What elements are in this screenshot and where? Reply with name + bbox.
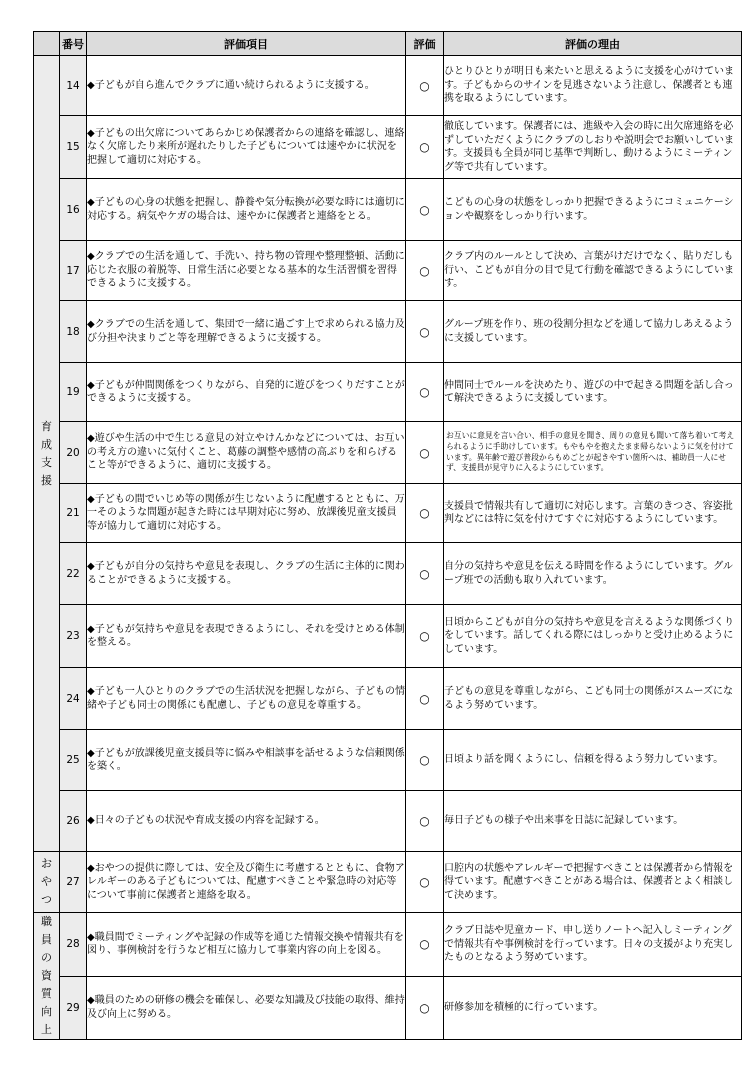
row-rating: ○ [406,730,444,791]
table-row [34,422,742,484]
row-number: 14 [60,56,87,116]
evaluation-table [33,31,742,1040]
row-number: 27 [60,852,87,913]
row-item: ◆子どもの間でいじめ等の関係が生じないように配慮するとともに、万一そのような問題が起きた時には早期対応に努め、放課後児童支援員等が協力して適切に対応する。 [87,484,406,543]
row-item: ◆子どもの出欠席についてあらかじめ保護者からの連絡を確認し、連絡なく欠席したり来所が遅れたりした子どもについては速やかに状況を把握して適切に対応する。 [87,116,406,179]
row-reason: 口腔内の状態やアレルギーで把握すべきことは保護者から情報を得ています。配慮すべきことがある場合は、保護者とよく相談して決めます。 [444,852,742,913]
table-row [34,241,742,301]
row-number: 26 [60,791,87,852]
row-rating: ○ [406,363,444,422]
row-item: ◆職員間でミーティングや記録の作成等を通じた情報交換や情報共有を図り、事例検討を行うなど相互に協力して事業内容の向上を図る。 [87,913,406,977]
row-number: 16 [60,179,87,241]
row-rating: ○ [406,913,444,977]
row-item: ◆おやつの提供に際しては、安全及び衛生に考慮するとともに、食物アレルギーのある子どもについては、配慮すべきことや緊急時の対応等について事前に保護者と連絡を取る。 [87,852,406,913]
header-number: 番号 [60,32,87,56]
table-row [34,852,742,913]
row-item: ◆遊びや生活の中で生じる意見の対立やけんかなどについては、お互いの考え方の違いに気付くこと、葛藤の調整や感情の高ぶりを和らげること等ができるように、適切に支援する。 [87,422,406,484]
table-row [34,484,742,543]
row-reason: 仲間同士でルールを決めたり、遊びの中で起きる問題を話し合って解決できるように支援しています。 [444,363,742,422]
row-number: 28 [60,913,87,977]
row-rating: ○ [406,241,444,301]
row-item: ◆子どもが自ら進んでクラブに通い続けられるように支援する。 [87,56,406,116]
row-reason: クラブ内のルールとして決め、言葉がけだけでなく、貼りだしも行い、こどもが自分の目で見て行動を確認できるようにしています。 [444,241,742,301]
table-row [34,56,742,116]
row-item: ◆職員のための研修の機会を確保し、必要な知識及び技能の取得、維持及び向上に努める。 [87,976,406,1040]
row-item: ◆子どもが気持ちや意見を表現できるようにし、それを受けとめる体制を整える。 [87,605,406,668]
row-number: 21 [60,484,87,543]
row-number: 23 [60,605,87,668]
table-row [34,730,742,791]
row-number: 18 [60,301,87,363]
row-item: ◆日々の子どもの状況や育成支援の内容を記録する。 [87,791,406,852]
row-item: ◆子どもが仲間関係をつくりながら、自発的に遊びをつくりだすことができるように支援する。 [87,363,406,422]
row-item: ◆子どもが自分の気持ちや意見を表現し、クラブの生活に主体的に関わることができるように支援する。 [87,543,406,605]
row-reason: グループ班を作り、班の役割分担などを通して協力しあえるように支援しています。 [444,301,742,363]
row-rating: ○ [406,668,444,730]
row-reason: 徹底しています。保護者には、進級や入会の時に出欠席連絡を必ずしていただくようにクラブのしおりや説明会でお願いしています。支援員も全員が同じ基準で判断し、動けるようにミーティング等で共有しています。 [444,116,742,179]
header-rating: 評価 [406,32,444,56]
row-reason: ひとりひとりが明日も来たいと思えるように支援を心がけています。子どもからのサインを見逃さないよう注意し、保護者とも連携を取るようにしています。 [444,56,742,116]
row-number: 29 [60,976,87,1040]
row-number: 20 [60,422,87,484]
row-number: 24 [60,668,87,730]
row-rating: ○ [406,484,444,543]
table-row [34,791,742,852]
row-reason: こどもの心身の状態をしっかり把握できるようにコミュニケーションや観察をしっかり行います。 [444,179,742,241]
row-number: 25 [60,730,87,791]
row-rating: ○ [406,852,444,913]
row-item: ◆クラブでの生活を通して、集団で一緒に過ごす上で求められる協力及び分担や決まりごと等を理解できるように支援する。 [87,301,406,363]
category-ikusei-shien: 育成支援 [34,56,60,852]
row-reason: 子どもの意見を尊重しながら、こども同士の関係がスムーズになるよう努めています。 [444,668,742,730]
row-rating: ○ [406,976,444,1040]
table-row [34,301,742,363]
row-rating: ○ [406,116,444,179]
header-row [34,32,742,56]
row-rating: ○ [406,56,444,116]
table-row [34,668,742,730]
table-row [34,976,742,1040]
table-row [34,363,742,422]
row-number: 19 [60,363,87,422]
row-reason: お互いに意見を言い合い、相手の意見を聞き、周りの意見も聞いて落ち着いて考えられるように手助けしています。もやもやを抱えたまま帰らないように気を付けています。異年齢で遊び普段からもめごとが起きやすい箇所へは、補助員一人にせず、支援員が見守りに入るようにしています。 [444,422,742,484]
row-rating: ○ [406,301,444,363]
table-row [34,543,742,605]
header-reason: 評価の理由 [444,32,742,56]
row-rating: ○ [406,791,444,852]
row-reason: 支援員で情報共有して適切に対応します。言葉のきつさ、容姿批判などには特に気を付けてすぐに対応するようにしています。 [444,484,742,543]
row-rating: ○ [406,422,444,484]
row-rating: ○ [406,179,444,241]
table-row [34,913,742,977]
row-reason: クラブ日誌や児童カード、申し送りノートへ記入しミーティングで情報共有や事例検討を行っています。日々の支援がより充実したものとなるよう努めています。 [444,913,742,977]
row-number: 15 [60,116,87,179]
row-reason: 毎日子どもの様子や出来事を日誌に記録しています。 [444,791,742,852]
row-reason: 日頃より話を聞くようにし、信頼を得るよう努力しています。 [444,730,742,791]
row-item: ◆子どもが放課後児童支援員等に悩みや相談事を話せるような信頼関係を築く。 [87,730,406,791]
row-item: ◆子ども一人ひとりのクラブでの生活状況を把握しながら、子どもの情緒や子ども同士の関係にも配慮し、子どもの意見を尊重する。 [87,668,406,730]
row-item: ◆子どもの心身の状態を把握し、静養や気分転換が必要な時には適切に対応する。病気やケガの場合は、速やかに保護者と連絡をとる。 [87,179,406,241]
row-number: 22 [60,543,87,605]
category-oyatsu: おやつ [34,852,60,913]
row-item: ◆クラブでの生活を通して、手洗い、持ち物の管理や整理整頓、活動に応じた衣服の着脱等、日常生活に必要となる基本的な生活習慣を習得できるように支援する。 [87,241,406,301]
table-row [34,605,742,668]
row-reason: 自分の気持ちや意見を伝える時間を作るようにしています。グループ班での活動も取り入れています。 [444,543,742,605]
header-category [34,32,60,56]
table-row [34,179,742,241]
row-rating: ○ [406,605,444,668]
row-reason: 日頃からこどもが自分の気持ちや意見を言えるような関係づくりをしています。話してくれる際にはしっかりと受け止めるようにしています。 [444,605,742,668]
row-rating: ○ [406,543,444,605]
table-row [34,116,742,179]
category-shokuin-shishitsu-kojo: 職員の資質向上 [34,913,60,1040]
header-item: 評価項目 [87,32,406,56]
row-number: 17 [60,241,87,301]
row-reason: 研修参加を積極的に行っています。 [444,976,742,1040]
